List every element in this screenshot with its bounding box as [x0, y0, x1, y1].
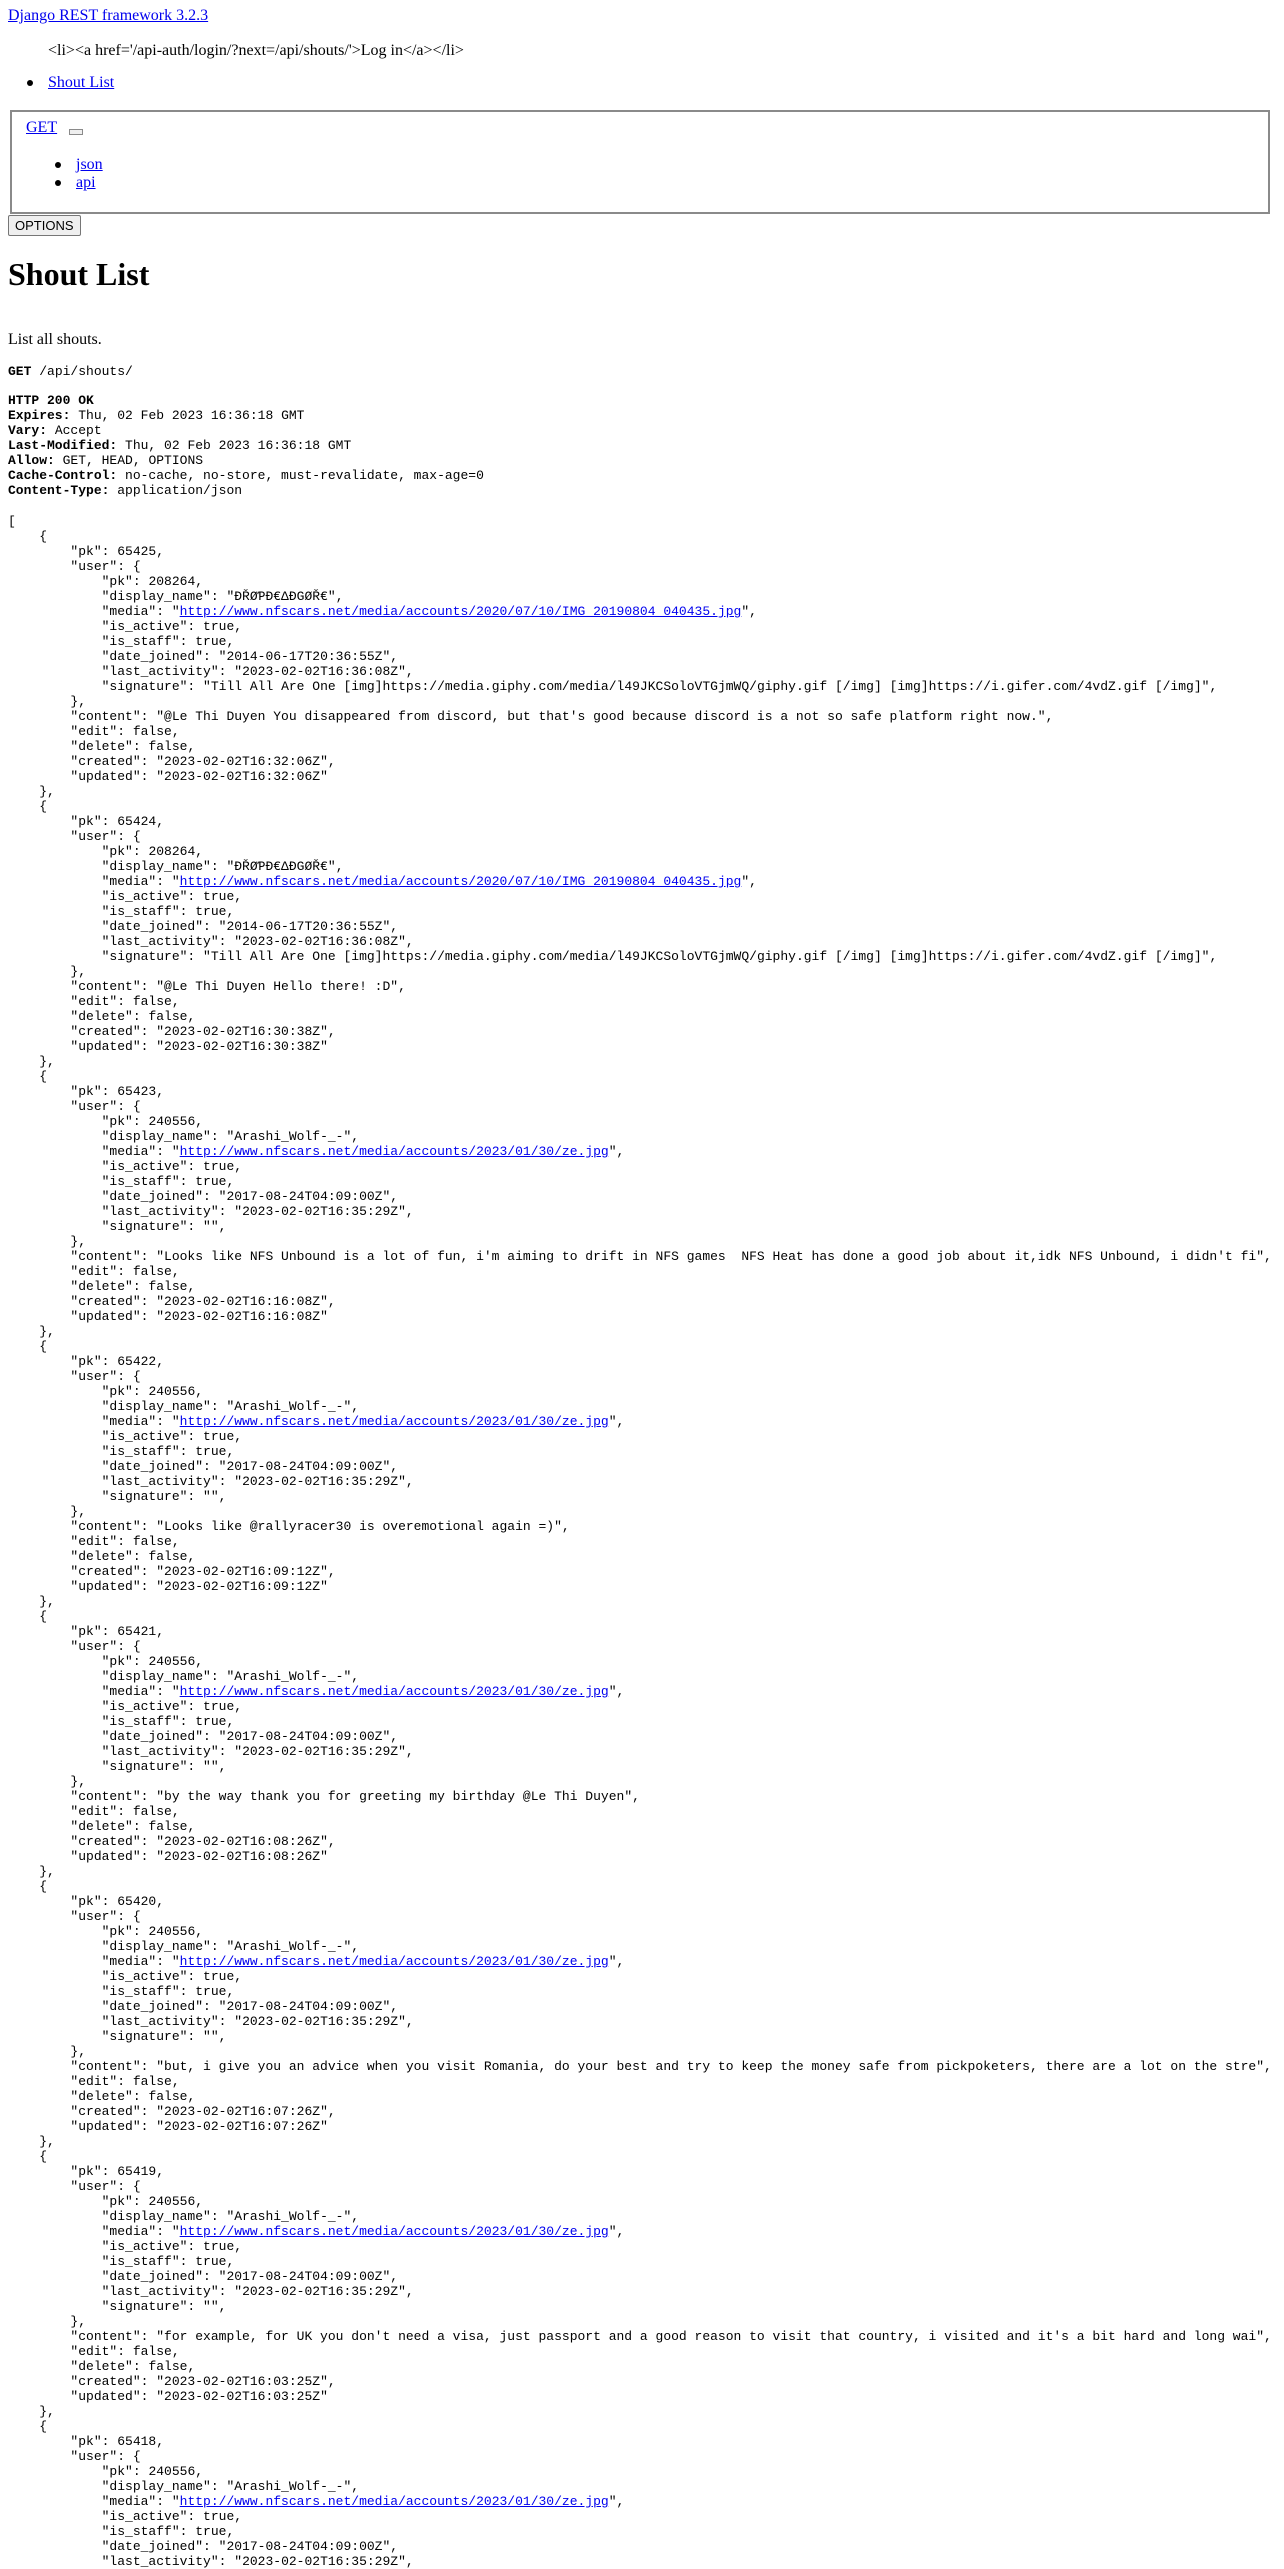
- user-display-name: ĐŘØƤĐ€ΔĐGØŘ€: [234, 859, 328, 874]
- user-last-activity: 2023-02-02T16:35:29Z: [242, 2284, 399, 2299]
- user-display-name: ĐŘØƤĐ€ΔĐGØŘ€: [234, 589, 328, 604]
- shout-pk: 65422: [117, 1354, 157, 1369]
- user-media[interactable]: http://www.nfscars.net/media/accounts/2020/07/10/IMG_20190804_040435.jpg: [179, 874, 742, 889]
- header-value: Thu, 02 Feb 2023 16:36:18 GMT: [125, 438, 352, 453]
- shout-delete: false: [148, 1009, 188, 1024]
- breadcrumb-item: [24, 74, 114, 92]
- shout-delete: false: [148, 1549, 188, 1564]
- user-display-name: Arashi_Wolf-_-: [234, 1669, 344, 1684]
- user-date-joined: 2017-08-24T04:09:00Z: [226, 2269, 383, 2284]
- user-is-active: true: [203, 1159, 235, 1174]
- user-last-activity: 2023-02-02T16:35:29Z: [242, 1204, 399, 1219]
- get-format-link[interactable]: GET: [26, 119, 58, 136]
- user-signature: Till All Are One [img]https://media.giphy.com/media/l49JKCSoloVTGjmWQ/giphy.gif [/img] [img]https://i.gifer.com/4vdZ.gif [/img]: [210, 679, 1202, 694]
- shout-edit: false: [132, 1534, 172, 1549]
- response-info: [8, 393, 484, 498]
- user-last-activity: 2023-02-02T16:36:08Z: [242, 934, 399, 949]
- user-display-name: Arashi_Wolf-_-: [234, 1399, 344, 1414]
- user-last-activity: 2023-02-02T16:35:29Z: [242, 2554, 399, 2569]
- header-name: Vary:: [8, 423, 48, 438]
- user-pk: 240556: [148, 1114, 196, 1129]
- shout-content: for example, for UK you don't need a visa, just passport and a good reason to visit that country, i visited and it's a bit hard and long wai: [164, 2329, 1257, 2344]
- user-is-staff: true: [195, 904, 227, 919]
- response-body: [ { "pk": 65425, "user": { "pk": 208264, "display_name": "ĐŘØƤĐ€ΔĐGØŘ€", "media": "http://www.nfscars.net/media/accounts/2020/07/10/IMG_20190804_040435.jpg", "is_active": true, "is_staff": true, "date_joined": "2014-06-17T20:36:55Z", "last_activity": "2023-02-02T16:36:08Z", "signature": "Till All Are One [img]https://media.giphy.com/media/l49JKCSoloVTGjmWQ/giphy.gif [/img] [img]https://i.gifer.com/4vdZ.gif [/img]", }, "content": "@Le Thi Duyen You disappeared from discord, but that's good because discord is a not so safe platform right now.", "edit": false, "delete": false, "created": "2023-02-02T16:32:06Z", "updated": "2023-02-02T16:32:06Z" }, { "pk": 65424, "user": { "pk": 208264, "display_name": "ĐŘØƤĐ€ΔĐGØŘ€", "media": "http://www.nfscars.net/media/accounts/2020/07/10/IMG_20190804_040435.jpg", "is_active": true, "is_staff": true, "date_joined": "2014-06-17T20:36:55Z", "last_activity": "2023-02-02T16:36:08Z", "signature": "Till All Are One [img]https://media.giphy.com/media/l49JKCSoloVTGjmWQ/giphy.gif [/img] [img]https://i.gifer.com/4vdZ.gif [/img]", }, "content": "@Le Thi Duyen Hello there! :D", "edit": false, "delete": false, "created": "2023-02-02T16:30:38Z", "updated": "2023-02-02T16:30:38Z" }, { "pk": 65423, "user": { "pk": 240556, "display_name": "Arashi_Wolf-_-", "media": "http://www.nfscars.net/media/accounts/2023/01/30/ze.jpg", "is_active": true, "is_staff": true, "date_joined": "2017-08-24T04:09:00Z", "last_activity": "2023-02-02T16:35:29Z", "signature": "", }, "content": "Looks like NFS Unbound is a lot of fun, i'm aiming to drift in NFS games NFS Heat has done a good job about it,idk NFS Unbound, i didn't fi", "edit": false, "delete": false, "created": "2023-02-02T16:16:08Z", "updated": "2023-02-02T16:16:08Z" }, { "pk": 65422, "user": { "pk": 240556, "display_name": "Arashi_Wolf-_-", "media": "http://www.nfscars.net/media/accounts/2023/01/30/ze.jpg", "is_active": true, "is_staff": true, "date_joined": "2017-08-24T04:09:00Z", "last_activity": "2023-02-02T16:35:29Z", "signature": "", }, "content": "Looks like @rallyracer30 is overemotional again =)", "edit": false, "delete": false, "created": "2023-02-02T16:09:12Z", "updated": "2023-02-02T16:09:12Z" }, { "pk": 65421, "user": { "pk": 240556, "display_name": "Arashi_Wolf-_-", "media": "http://www.nfscars.net/media/accounts/2023/01/30/ze.jpg", "is_active": true, "is_staff": true, "date_joined": "2017-08-24T04:09:00Z", "last_activity": "2023-02-02T16:35:29Z", "signature": "", }, "content": "by the way thank you for greeting my birthday @Le Thi Duyen", "edit": false, "delete": false, "created": "2023-02-02T16:08:26Z", "updated": "2023-02-02T16:08:26Z" }, { "pk": 65420, "user": { "pk": 240556, "display_name": "Arashi_Wolf-_-", "media": "http://www.nfscars.net/media/accounts/2023/01/30/ze.jpg", "is_active": true, "is_staff": true, "date_joined": "2017-08-24T04:09:00Z", "last_activity": "2023-02-02T16:35:29Z", "signature": "", }, "content": "but, i give you an advice when you visit Romania, do your best and try to keep the money safe from pickpoketers, there are a lot on the stre", "edit": false, "delete": false, "created": "2023-02-02T16:07:26Z", "updated": "2023-02-02T16:07:26Z" }, { "pk": 65419, "user": { "pk": 240556, "display_name": "Arashi_Wolf-_-", "media": "http://www.nfscars.net/media/accounts/2023/01/30/ze.jpg", "is_active": true, "is_staff": true, "date_joined": "2017-08-24T04:09:00Z", "last_activity": "2023-02-02T16:35:29Z", "signature": "", }, "content": "for example, for UK you don't need a visa, just passport and a good reason to visit that country, i visited and it's a bit hard and long wai", "edit": false, "delete": false, "created": "2023-02-02T16:03:25Z", "updated": "2023-02-02T16:03:25Z" }, { "pk": 65418, "user": { "pk": 240556, "display_name": "Arashi_Wolf-_-", "media": "http://www.nfscars.net/media/accounts/2023/01/30/ze.jpg", "is_active": true, "is_staff": true, "date_joined": "2017-08-24T04:09:00Z", "last_activity": "2023-02-02T16:35:29Z",: [8, 514, 1272, 2569]
- shout-edit: false: [132, 724, 172, 739]
- user-media[interactable]: http://www.nfscars.net/media/accounts/2023/01/30/ze.jpg: [179, 2224, 609, 2239]
- user-date-joined: 2017-08-24T04:09:00Z: [226, 2539, 383, 2554]
- user-date-joined: 2017-08-24T04:09:00Z: [226, 1459, 383, 1474]
- shout-content: but, i give you an advice when you visit Romania, do your best and try to keep the money safe from pickpoketers, there are a lot on the stre: [164, 2059, 1257, 2074]
- page-description: List all shouts.: [8, 331, 102, 348]
- user-is-staff: true: [195, 2254, 227, 2269]
- shout-delete: false: [148, 1819, 188, 1834]
- shout-pk: 65418: [117, 2434, 157, 2449]
- shout-delete: false: [148, 739, 188, 754]
- request-path: /api/shouts/: [39, 364, 133, 379]
- request-method: GET: [8, 364, 32, 379]
- shout-pk: 65421: [117, 1624, 157, 1639]
- user-is-staff: true: [195, 1714, 227, 1729]
- user-last-activity: 2023-02-02T16:35:29Z: [242, 1474, 399, 1489]
- shout-created: 2023-02-02T16:16:08Z: [164, 1294, 321, 1309]
- format-item: [52, 156, 103, 174]
- user-is-active: true: [203, 2509, 235, 2524]
- shout-pk: 65423: [117, 1084, 157, 1099]
- shout-updated: 2023-02-02T16:09:12Z: [164, 1579, 321, 1594]
- shout-delete: false: [148, 2089, 188, 2104]
- response-status: HTTP 200 OK: [8, 393, 94, 408]
- format-form: [10, 110, 1270, 214]
- user-is-active: true: [203, 889, 235, 904]
- shout-updated: 2023-02-02T16:03:25Z: [164, 2389, 321, 2404]
- user-date-joined: 2014-06-17T20:36:55Z: [226, 649, 383, 664]
- user-pk: 240556: [148, 2194, 196, 2209]
- format-list: [52, 156, 103, 192]
- user-is-staff: true: [195, 1444, 227, 1459]
- user-signature: Till All Are One [img]https://media.giphy.com/media/l49JKCSoloVTGjmWQ/giphy.gif [/img] [img]https://i.gifer.com/4vdZ.gif [/img]: [210, 949, 1202, 964]
- header-value: no-cache, no-store, must-revalidate, max-age=0: [125, 468, 484, 483]
- shout-pk: 65419: [117, 2164, 157, 2179]
- shout-pk: 65424: [117, 814, 157, 829]
- shout-content: @Le Thi Duyen Hello there! :D: [164, 979, 391, 994]
- shout-content: by the way thank you for greeting my birthday @Le Thi Duyen: [164, 1789, 625, 1804]
- shout-edit: false: [132, 2344, 172, 2359]
- format-item: [52, 174, 103, 192]
- user-media[interactable]: http://www.nfscars.net/media/accounts/2023/01/30/ze.jpg: [179, 1684, 609, 1699]
- options-button[interactable]: OPTIONS: [8, 215, 81, 236]
- shout-pk: 65425: [117, 544, 157, 559]
- user-is-active: true: [203, 1699, 235, 1714]
- user-is-active: true: [203, 2239, 235, 2254]
- user-date-joined: 2017-08-24T04:09:00Z: [226, 1189, 383, 1204]
- shout-updated: 2023-02-02T16:16:08Z: [164, 1309, 321, 1324]
- user-pk: 208264: [148, 574, 196, 589]
- request-info: [8, 364, 133, 379]
- shout-updated: 2023-02-02T16:08:26Z: [164, 1849, 321, 1864]
- user-pk: 208264: [148, 844, 196, 859]
- shout-created: 2023-02-02T16:30:38Z: [164, 1024, 321, 1039]
- shout-delete: false: [148, 1279, 188, 1294]
- page-title: Shout List: [8, 256, 150, 292]
- user-date-joined: 2017-08-24T04:09:00Z: [226, 1729, 383, 1744]
- shout-updated: 2023-02-02T16:32:06Z: [164, 769, 321, 784]
- header-value: Accept: [54, 423, 102, 438]
- user-last-activity: 2023-02-02T16:36:08Z: [242, 664, 399, 679]
- breadcrumb: [24, 74, 114, 92]
- shout-edit: false: [132, 2074, 172, 2089]
- shout-edit: false: [132, 1804, 172, 1819]
- shout-created: 2023-02-02T16:32:06Z: [164, 754, 321, 769]
- shout-created: 2023-02-02T16:07:26Z: [164, 2104, 321, 2119]
- shout-updated: 2023-02-02T16:07:26Z: [164, 2119, 321, 2134]
- format-link-json[interactable]: json: [76, 156, 103, 173]
- user-is-staff: true: [195, 2524, 227, 2539]
- user-display-name: Arashi_Wolf-_-: [234, 2479, 344, 2494]
- shout-created: 2023-02-02T16:08:26Z: [164, 1834, 321, 1849]
- shout-delete: false: [148, 2359, 188, 2374]
- shout-edit: false: [132, 1264, 172, 1279]
- header-name: Allow:: [8, 453, 55, 468]
- user-pk: 240556: [148, 2464, 196, 2479]
- header-value: application/json: [117, 483, 243, 498]
- user-media[interactable]: http://www.nfscars.net/media/accounts/2020/07/10/IMG_20190804_040435.jpg: [179, 604, 742, 619]
- user-date-joined: 2014-06-17T20:36:55Z: [226, 919, 383, 934]
- header-name: Last-Modified:: [8, 438, 118, 453]
- header-name: Cache-Control:: [8, 468, 118, 483]
- user-media[interactable]: http://www.nfscars.net/media/accounts/2023/01/30/ze.jpg: [179, 2494, 609, 2509]
- user-display-name: Arashi_Wolf-_-: [234, 1939, 344, 1954]
- user-is-active: true: [203, 619, 235, 634]
- header-value: GET, HEAD, OPTIONS: [62, 453, 204, 468]
- user-last-activity: 2023-02-02T16:35:29Z: [242, 2014, 399, 2029]
- shout-updated: 2023-02-02T16:30:38Z: [164, 1039, 321, 1054]
- user-media[interactable]: http://www.nfscars.net/media/accounts/2023/01/30/ze.jpg: [179, 1144, 609, 1159]
- user-is-active: true: [203, 1969, 235, 1984]
- shout-created: 2023-02-02T16:09:12Z: [164, 1564, 321, 1579]
- user-pk: 240556: [148, 1924, 196, 1939]
- breadcrumb-link-shout-list[interactable]: Shout List: [48, 74, 115, 91]
- user-display-name: Arashi_Wolf-_-: [234, 2209, 344, 2224]
- header-name: Expires:: [8, 408, 71, 423]
- format-link-api[interactable]: api: [76, 174, 96, 191]
- shout-edit: false: [132, 994, 172, 1009]
- dropdown-toggle-button[interactable]: [69, 129, 83, 135]
- shout-content: Looks like @rallyracer30 is overemotional again =): [164, 1519, 555, 1534]
- user-is-staff: true: [195, 1984, 227, 1999]
- user-last-activity: 2023-02-02T16:35:29Z: [242, 1744, 399, 1759]
- raw-login-markup: <li><a href='/api-auth/login/?next=/api/shouts/'>Log in</a></li>: [48, 42, 464, 59]
- user-media[interactable]: http://www.nfscars.net/media/accounts/2023/01/30/ze.jpg: [179, 1954, 609, 1969]
- user-is-staff: true: [195, 634, 227, 649]
- shout-created: 2023-02-02T16:03:25Z: [164, 2374, 321, 2389]
- user-is-active: true: [203, 1429, 235, 1444]
- user-media[interactable]: http://www.nfscars.net/media/accounts/2023/01/30/ze.jpg: [179, 1414, 609, 1429]
- user-date-joined: 2017-08-24T04:09:00Z: [226, 1999, 383, 2014]
- navbar-brand-link[interactable]: Django REST framework 3.2.3: [8, 7, 209, 24]
- header-value: Thu, 02 Feb 2023 16:36:18 GMT: [78, 408, 305, 423]
- user-is-staff: true: [195, 1174, 227, 1189]
- user-pk: 240556: [148, 1384, 196, 1399]
- user-pk: 240556: [148, 1654, 196, 1669]
- header-name: Content-Type:: [8, 483, 110, 498]
- user-display-name: Arashi_Wolf-_-: [234, 1129, 344, 1144]
- shout-content: @Le Thi Duyen You disappeared from discord, but that's good because discord is a not so safe platform right now.: [164, 709, 1038, 724]
- shout-content: Looks like NFS Unbound is a lot of fun, i'm aiming to drift in NFS games NFS Heat has done a good job about it,idk NFS Unbound, i didn't fi: [164, 1249, 1257, 1264]
- shout-pk: 65420: [117, 1894, 157, 1909]
